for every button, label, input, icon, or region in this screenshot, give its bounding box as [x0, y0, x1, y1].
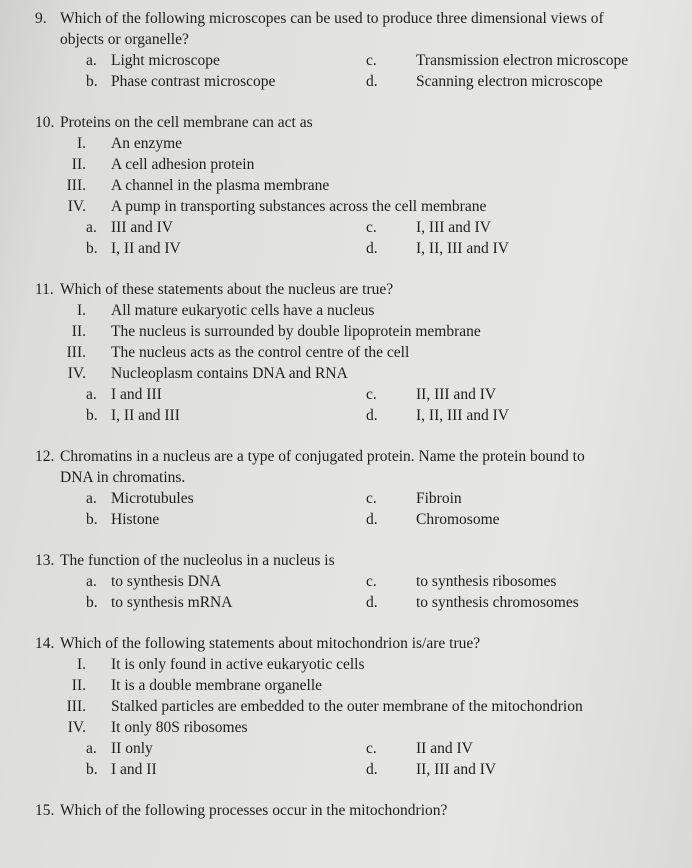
question-text: The function of the nucleolus in a nucleus is	[60, 552, 335, 569]
question-number: 12.	[35, 448, 55, 465]
question-10	[0, 112, 692, 259]
option-text: I and III	[111, 386, 162, 403]
question-line	[0, 8, 692, 29]
option-letter: a.	[86, 219, 97, 236]
statement-text: It is only found in active eukaryotic cells	[111, 656, 365, 673]
question-text: Which of the following statements about mitochondrion is/are true?	[60, 635, 481, 652]
option-text: II only	[111, 740, 153, 757]
option-text: to synthesis mRNA	[111, 594, 233, 611]
statement	[0, 717, 692, 738]
statement-numeral: III.	[66, 177, 86, 194]
option-letter: a.	[86, 573, 97, 590]
option-text: I and II	[111, 761, 157, 778]
question-line	[0, 800, 692, 821]
option-text: Scanning electron microscope	[416, 73, 603, 90]
exam-page	[0, 8, 692, 841]
statement-text: The nucleus is surrounded by double lipoprotein membrane	[111, 323, 481, 340]
question-15	[0, 800, 692, 821]
question-text: objects or organelle?	[60, 31, 189, 48]
option-row	[0, 217, 692, 238]
question-line	[0, 550, 692, 571]
question-line	[0, 467, 692, 488]
question-11	[0, 279, 692, 426]
option-text: Transmission electron microscope	[416, 52, 629, 69]
option-text: Chromosome	[416, 511, 500, 528]
option-row	[0, 405, 692, 426]
question-9	[0, 8, 692, 92]
option-row	[0, 509, 692, 530]
question-number: 15.	[35, 802, 55, 819]
question-text: DNA in chromatins.	[60, 469, 186, 486]
question-text: Chromatins in a nucleus are a type of conjugated protein. Name the protein bound to	[60, 448, 585, 465]
question-number: 11.	[35, 281, 54, 298]
statement-text: A cell adhesion protein	[111, 156, 255, 173]
option-letter: b.	[86, 73, 98, 90]
statement-text: An enzyme	[111, 135, 183, 152]
statement-numeral: I.	[76, 656, 86, 673]
question-number: 14.	[35, 635, 55, 652]
option-row	[0, 238, 692, 259]
option-text: I, II and III	[111, 407, 180, 424]
statement-numeral: II.	[71, 677, 86, 694]
option-text: to synthesis chromosomes	[416, 594, 579, 611]
statement	[0, 342, 692, 363]
option-text: II, III and IV	[416, 386, 497, 403]
option-letter: b.	[86, 407, 98, 424]
option-text: I, II, III and IV	[416, 240, 509, 257]
statement-text: It is a double membrane organelle	[111, 677, 323, 694]
statement-text: It only 80S ribosomes	[111, 719, 248, 736]
option-row	[0, 571, 692, 592]
question-12	[0, 446, 692, 530]
statement	[0, 300, 692, 321]
question-line	[0, 112, 692, 133]
question-text: Which of the following microscopes can be used to produce three dimensional views of	[60, 10, 604, 27]
option-letter: a.	[86, 52, 97, 69]
statement-numeral: II.	[71, 156, 86, 173]
option-letter: d.	[366, 761, 378, 778]
question-text: Proteins on the cell membrane can act as	[60, 114, 313, 131]
statement	[0, 654, 692, 675]
option-text: to synthesis DNA	[111, 573, 222, 590]
statement-numeral: I.	[76, 302, 86, 319]
option-text: III and IV	[111, 219, 173, 236]
question-line	[0, 279, 692, 300]
statement-numeral: III.	[66, 698, 86, 715]
question-line	[0, 633, 692, 654]
statement-numeral: IV.	[67, 365, 86, 382]
option-letter: b.	[86, 761, 98, 778]
option-row	[0, 759, 692, 780]
option-text: Phase contrast microscope	[111, 73, 276, 90]
option-letter: c.	[366, 52, 377, 69]
option-text: Fibroin	[416, 490, 462, 507]
option-text: Histone	[111, 511, 160, 528]
statement-numeral: IV.	[67, 198, 86, 215]
option-letter: d.	[366, 511, 378, 528]
question-13	[0, 550, 692, 613]
statement	[0, 696, 692, 717]
question-text: Which of these statements about the nucleus are true?	[60, 281, 394, 298]
statement-text: Nucleoplasm contains DNA and RNA	[111, 365, 348, 382]
question-line	[0, 446, 692, 467]
statement	[0, 196, 692, 217]
option-text: I, III and IV	[416, 219, 491, 236]
statement-numeral: I.	[76, 135, 86, 152]
question-number: 13.	[35, 552, 55, 569]
option-text: to synthesis ribosomes	[416, 573, 557, 590]
option-letter: c.	[366, 219, 377, 236]
option-letter: d.	[366, 407, 378, 424]
option-letter: d.	[366, 594, 378, 611]
option-text: II and IV	[416, 740, 473, 757]
option-row	[0, 71, 692, 92]
option-row	[0, 488, 692, 509]
option-row	[0, 384, 692, 405]
statement	[0, 154, 692, 175]
option-letter: d.	[366, 240, 378, 257]
option-row	[0, 738, 692, 759]
option-letter: c.	[366, 490, 377, 507]
statement-text: All mature eukaryotic cells have a nucleus	[111, 302, 375, 319]
option-text: I, II, III and IV	[416, 407, 509, 424]
statement	[0, 133, 692, 154]
statement-text: Stalked particles are embedded to the outer membrane of the mitochondrion	[111, 698, 583, 715]
option-letter: c.	[366, 740, 377, 757]
option-letter: d.	[366, 73, 378, 90]
question-line	[0, 29, 692, 50]
option-letter: a.	[86, 490, 97, 507]
option-text: Light microscope	[111, 52, 220, 69]
option-text: I, II and IV	[111, 240, 181, 257]
option-letter: a.	[86, 386, 97, 403]
question-text: Which of the following processes occur in the mitochondrion?	[60, 802, 448, 819]
option-row	[0, 50, 692, 71]
option-letter: a.	[86, 740, 97, 757]
statement-numeral: II.	[71, 323, 86, 340]
option-row	[0, 592, 692, 613]
statement-numeral: IV.	[67, 719, 86, 736]
statement-text: A channel in the plasma membrane	[111, 177, 330, 194]
question-number: 9.	[35, 10, 47, 27]
statement	[0, 321, 692, 342]
statement-text: The nucleus acts as the control centre of the cell	[111, 344, 410, 361]
option-letter: b.	[86, 511, 98, 528]
option-letter: c.	[366, 573, 377, 590]
option-text: Microtubules	[111, 490, 194, 507]
option-letter: c.	[366, 386, 377, 403]
statement-text: A pump in transporting substances across the cell membrane	[111, 198, 487, 215]
option-text: II, III and IV	[416, 761, 497, 778]
statement	[0, 175, 692, 196]
question-number: 10.	[35, 114, 55, 131]
statement	[0, 675, 692, 696]
option-letter: b.	[86, 594, 98, 611]
option-letter: b.	[86, 240, 98, 257]
question-14	[0, 633, 692, 780]
statement-numeral: III.	[66, 344, 86, 361]
statement	[0, 363, 692, 384]
